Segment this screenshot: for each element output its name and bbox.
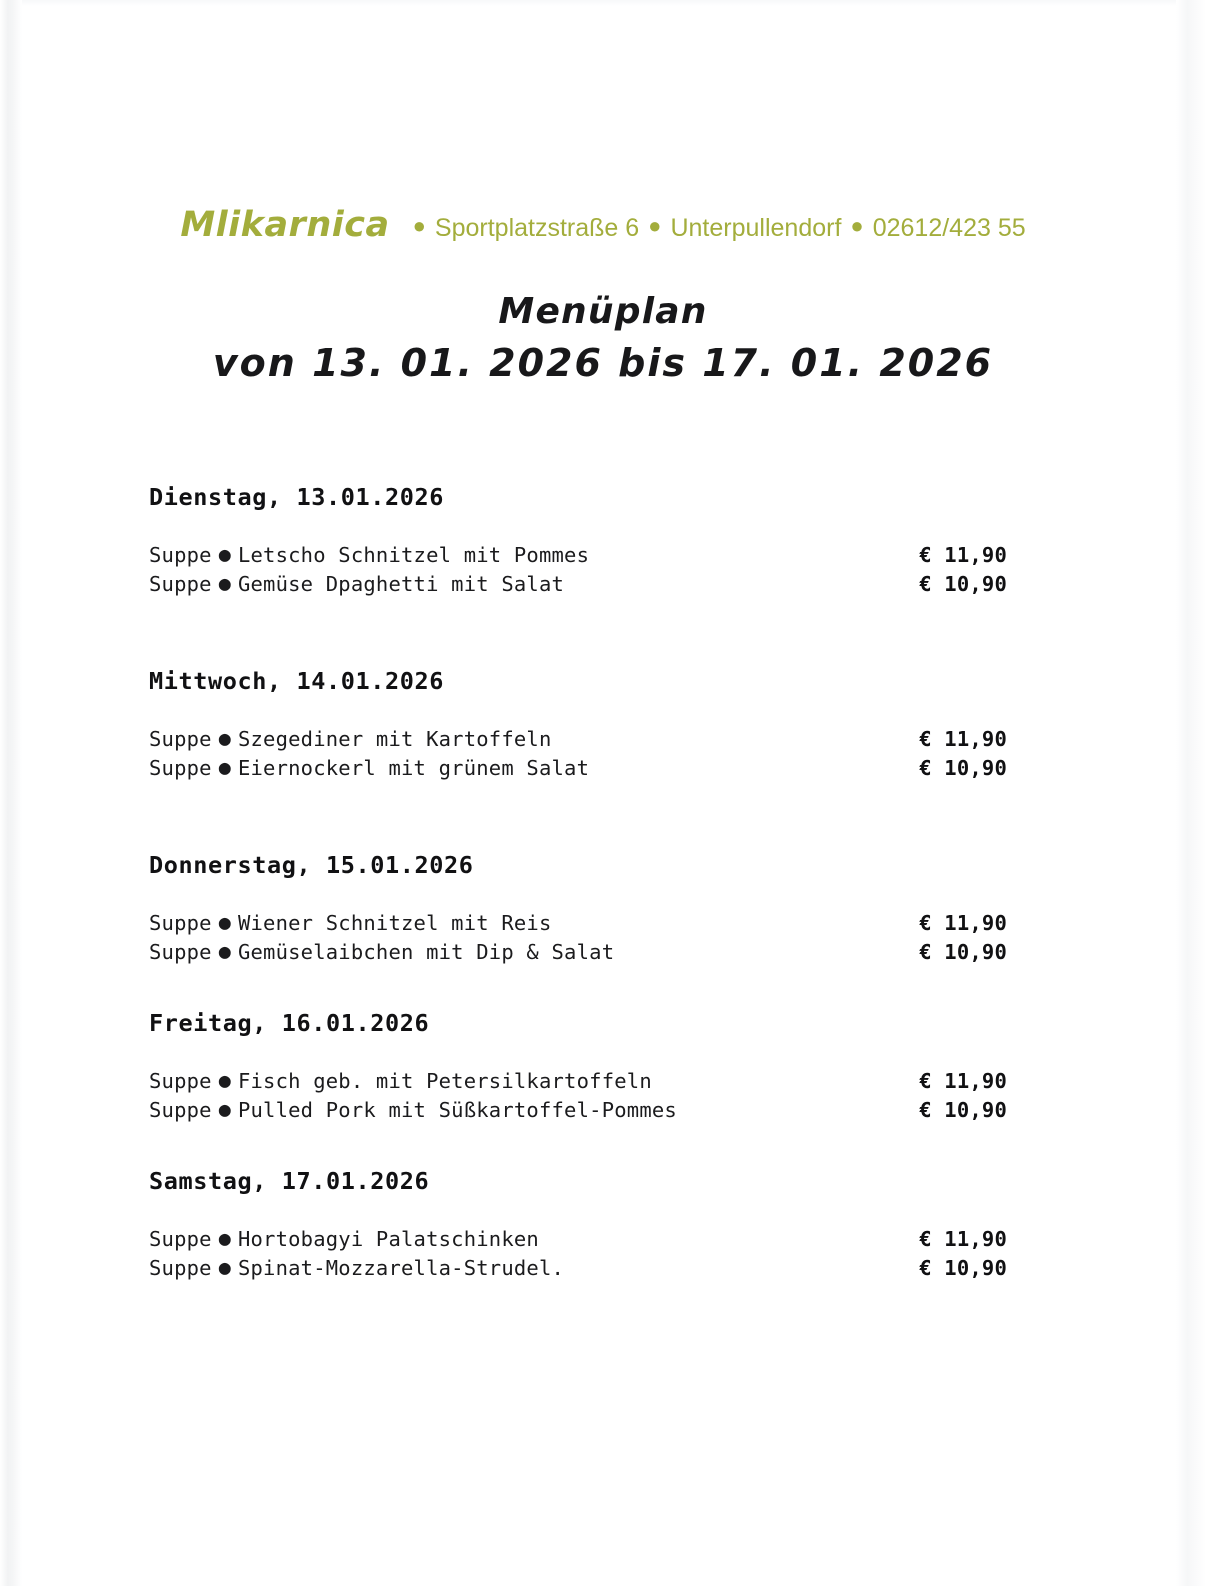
menu-item-dish: Pulled Pork mit Süßkartoffel-Pommes xyxy=(237,1098,677,1122)
menu-item-text xyxy=(149,937,614,966)
menu-item-row xyxy=(149,540,1007,569)
menu-day-heading: Mittwoch, 14.01.2026 xyxy=(149,667,444,695)
menu-item-prefix: Suppe xyxy=(149,911,212,935)
menu-list xyxy=(149,482,1007,1282)
menu-item-bullet-icon: ● xyxy=(218,1255,231,1279)
menu-item-prefix: Suppe xyxy=(149,1069,212,1093)
menu-item-dish: Hortobagyi Palatschinken xyxy=(237,1227,539,1251)
menu-item-price: € 10,90 xyxy=(919,940,1007,964)
menu-day-items xyxy=(149,1066,1007,1124)
menu-item-dish: Szegediner mit Kartoffeln xyxy=(237,727,552,751)
menu-item-row xyxy=(149,569,1007,598)
menu-item-prefix: Suppe xyxy=(149,543,212,567)
menu-item-dish: Fisch geb. mit Petersilkartoffeln xyxy=(237,1069,652,1093)
menu-item-text xyxy=(149,569,564,598)
menu-item-text xyxy=(149,908,552,937)
menu-item-dish: Gemüse Dpaghetti mit Salat xyxy=(237,572,565,596)
menu-item-bullet-icon: ● xyxy=(218,755,231,779)
menu-item-row xyxy=(149,908,1007,937)
section-spacer xyxy=(149,782,1007,850)
menu-item-dish: Gemüselaibchen mit Dip & Salat xyxy=(237,940,615,964)
menu-item-prefix: Suppe xyxy=(149,1256,212,1280)
menu-day-section xyxy=(149,482,1007,598)
restaurant-logo-wordmark: Mlikarnica xyxy=(180,205,390,245)
menu-item-bullet-icon: ● xyxy=(218,910,231,934)
menu-item-dish: Letscho Schnitzel mit Pommes xyxy=(237,543,590,567)
menu-day-items xyxy=(149,724,1007,782)
menu-day-items xyxy=(149,1224,1007,1282)
menu-day-heading: Freitag, 16.01.2026 xyxy=(149,1009,430,1037)
menu-item-prefix: Suppe xyxy=(149,940,212,964)
menu-item-price: € 11,90 xyxy=(919,543,1007,567)
menu-item-bullet-icon: ● xyxy=(218,939,231,963)
menu-item-prefix: Suppe xyxy=(149,572,212,596)
menu-day-section xyxy=(149,666,1007,782)
menu-item-bullet-icon: ● xyxy=(218,542,231,566)
page-title-daterange: von 13. 01. 2026 bis 17. 01. 2026 xyxy=(212,341,994,385)
section-spacer xyxy=(149,966,1007,1008)
menu-item-text xyxy=(149,753,589,782)
menu-item-bullet-icon: ● xyxy=(218,1068,231,1092)
menu-item-prefix: Suppe xyxy=(149,756,212,780)
page-title: Menüplan xyxy=(498,291,708,332)
menu-item-row xyxy=(149,1224,1007,1253)
menu-item-prefix: Suppe xyxy=(149,727,212,751)
letterhead-town: Unterpullendorf xyxy=(670,214,842,242)
menu-day-section xyxy=(149,850,1007,966)
menu-item-row xyxy=(149,753,1007,782)
menu-item-price: € 11,90 xyxy=(919,1227,1007,1251)
menu-day-items xyxy=(149,540,1007,598)
menu-item-text xyxy=(149,724,552,753)
menu-item-price: € 10,90 xyxy=(919,1098,1007,1122)
letterhead-bullet-icon-3: ● xyxy=(850,213,864,238)
menu-item-price: € 10,90 xyxy=(919,1256,1007,1280)
menu-item-bullet-icon: ● xyxy=(218,1226,231,1250)
menu-item-row xyxy=(149,1095,1007,1124)
letterhead-phone: 02612/423 55 xyxy=(872,214,1026,242)
menu-item-price: € 10,90 xyxy=(919,572,1007,596)
menu-item-prefix: Suppe xyxy=(149,1227,212,1251)
menu-item-row xyxy=(149,937,1007,966)
menu-item-bullet-icon: ● xyxy=(218,726,231,750)
page-title-block xyxy=(0,288,1206,390)
menu-item-row xyxy=(149,1253,1007,1282)
section-spacer xyxy=(149,1124,1007,1166)
menu-item-text xyxy=(149,1066,652,1095)
menu-day-items xyxy=(149,908,1007,966)
menu-item-bullet-icon: ● xyxy=(218,1097,231,1121)
letterhead-street: Sportplatzstraße 6 xyxy=(434,214,640,242)
letterhead-bullet-icon-1: ● xyxy=(412,213,426,238)
menu-item-price: € 10,90 xyxy=(919,756,1007,780)
letterhead xyxy=(0,205,1206,245)
menu-item-dish: Spinat-Mozzarella-Strudel. xyxy=(237,1256,565,1280)
menu-item-dish: Wiener Schnitzel mit Reis xyxy=(237,911,552,935)
menu-item-dish: Eiernockerl mit grünem Salat xyxy=(237,756,590,780)
menu-item-price: € 11,90 xyxy=(919,727,1007,751)
menu-day-heading: Donnerstag, 15.01.2026 xyxy=(149,851,474,879)
menu-item-bullet-icon: ● xyxy=(218,571,231,595)
menu-item-text xyxy=(149,540,589,569)
menu-item-prefix: Suppe xyxy=(149,1098,212,1122)
menu-item-text xyxy=(149,1253,564,1282)
menu-item-price: € 11,90 xyxy=(919,1069,1007,1093)
menu-item-row xyxy=(149,724,1007,753)
menu-day-section xyxy=(149,1166,1007,1282)
menu-day-section xyxy=(149,1008,1007,1124)
letterhead-bullet-icon-2: ● xyxy=(648,213,662,238)
menu-day-heading: Dienstag, 13.01.2026 xyxy=(149,483,444,511)
section-spacer xyxy=(149,598,1007,666)
menu-day-heading: Samstag, 17.01.2026 xyxy=(149,1167,430,1195)
menu-item-text xyxy=(149,1224,539,1253)
menu-item-row xyxy=(149,1066,1007,1095)
menu-item-text xyxy=(149,1095,677,1124)
menu-item-price: € 11,90 xyxy=(919,911,1007,935)
